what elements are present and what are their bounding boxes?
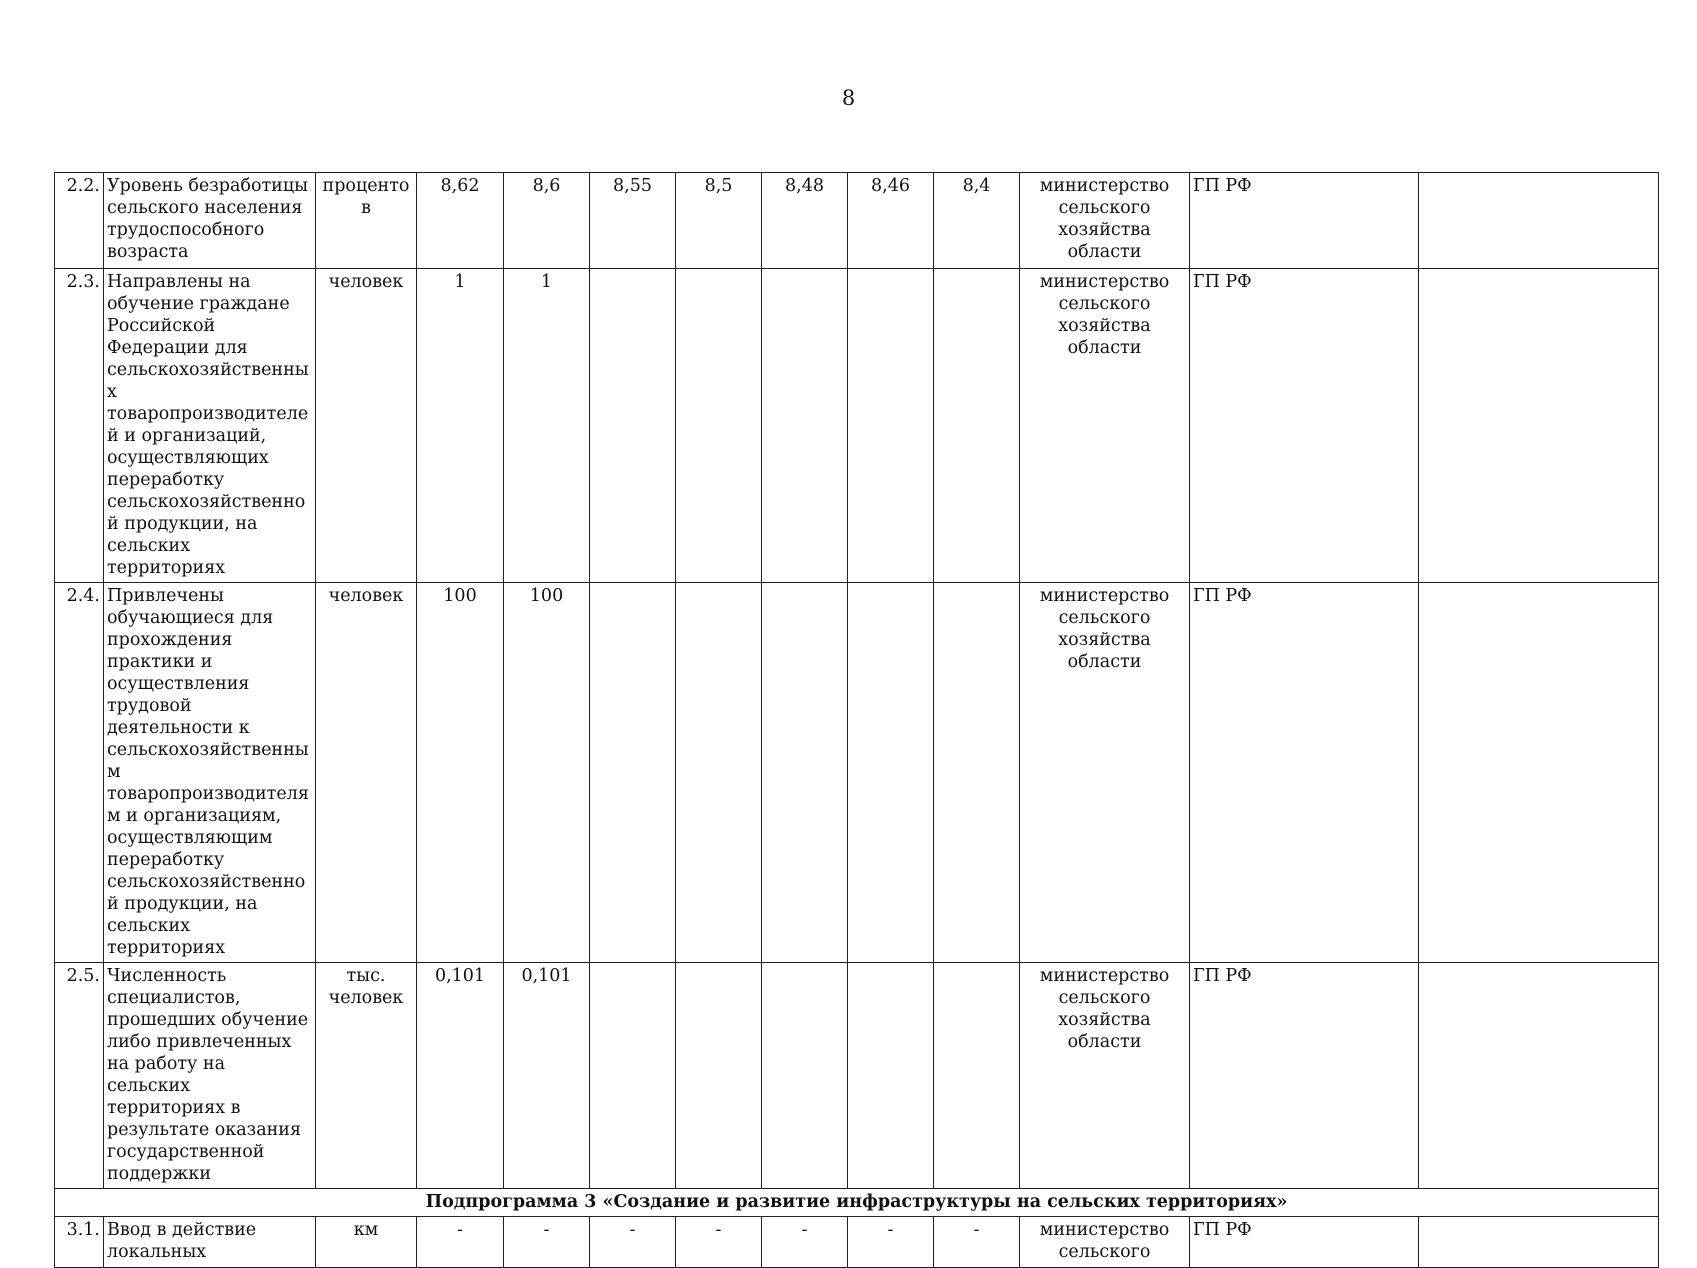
value-cell: 0,101 (504, 963, 590, 1189)
value-cell (762, 269, 848, 583)
value-cell (848, 269, 934, 583)
table-row (55, 963, 1659, 1189)
indicator-name: Направлены на обучение граждане Российской Федерации для сельскохозяйственных товаропроизводителей и организаций, осуществляющих переработку сельскохозяйственной продукции, на сельских территориях (104, 269, 316, 583)
table-row (55, 173, 1659, 269)
responsible-cell: министерство сельского хозяйства области (1020, 173, 1190, 269)
indicator-name: Уровень безработицы сельского населения трудоспособного возраста (104, 173, 316, 269)
row-number: 2.5. (55, 963, 104, 1189)
value-cell: 1 (417, 269, 504, 583)
source-cell: ГП РФ (1190, 583, 1419, 963)
table-row (55, 583, 1659, 963)
value-cell: - (590, 1217, 676, 1268)
value-cell (848, 583, 934, 963)
value-cell (676, 963, 762, 1189)
unit-cell: км (316, 1217, 417, 1268)
responsible-cell: министерство сельского хозяйства области (1020, 269, 1190, 583)
responsible-cell: министерство сельского хозяйства области (1020, 963, 1190, 1189)
source-cell: ГП РФ (1190, 963, 1419, 1189)
responsible-cell: министерство сельского хозяйства области (1020, 583, 1190, 963)
value-cell: - (934, 1217, 1020, 1268)
value-cell: 8,48 (762, 173, 848, 269)
value-cell: 100 (504, 583, 590, 963)
unit-cell: процентов (316, 173, 417, 269)
source-cell: ГП РФ (1190, 269, 1419, 583)
value-cell (934, 963, 1020, 1189)
value-cell: 8,4 (934, 173, 1020, 269)
value-cell: - (762, 1217, 848, 1268)
value-cell: - (504, 1217, 590, 1268)
row-number: 3.1. (55, 1217, 104, 1268)
value-cell: 8,62 (417, 173, 504, 269)
value-cell (762, 583, 848, 963)
indicators-table (54, 172, 1659, 1268)
source-cell: ГП РФ (1190, 173, 1419, 269)
page-number: 8 (841, 86, 856, 110)
unit-cell: человек (316, 583, 417, 963)
value-cell (676, 269, 762, 583)
row-number: 2.4. (55, 583, 104, 963)
row-number: 2.2. (55, 173, 104, 269)
subprogram-title: Подпрограмма 3 «Создание и развитие инфраструктуры на сельских территориях» (55, 1189, 1659, 1217)
value-cell (762, 963, 848, 1189)
value-cell: - (676, 1217, 762, 1268)
indicator-name: Привлечены обучающиеся для прохождения практики и осуществления трудовой деятельности к сельскохозяйственным товаропроизводителям и организациям, осуществляющим переработку сельскохозяйственной продукции, на сельских территориях (104, 583, 316, 963)
indicator-name: Численность специалистов, прошедших обучение либо привлеченных на работу на сельских территориях в результате оказания государственной поддержки (104, 963, 316, 1189)
indicator-name: Ввод в действие локальных (104, 1217, 316, 1268)
value-cell: 100 (417, 583, 504, 963)
table-row (55, 269, 1659, 583)
unit-cell: тыс. человек (316, 963, 417, 1189)
note-cell (1419, 269, 1659, 583)
value-cell: 1 (504, 269, 590, 583)
value-cell (590, 583, 676, 963)
value-cell: 8,6 (504, 173, 590, 269)
note-cell (1419, 1217, 1659, 1268)
source-cell: ГП РФ (1190, 1217, 1419, 1268)
value-cell (590, 269, 676, 583)
value-cell (934, 269, 1020, 583)
value-cell (934, 583, 1020, 963)
row-number: 2.3. (55, 269, 104, 583)
unit-cell: человек (316, 269, 417, 583)
note-cell (1419, 583, 1659, 963)
value-cell (676, 583, 762, 963)
value-cell: 8,55 (590, 173, 676, 269)
value-cell: 8,46 (848, 173, 934, 269)
value-cell: - (417, 1217, 504, 1268)
value-cell: 0,101 (417, 963, 504, 1189)
value-cell: - (848, 1217, 934, 1268)
value-cell (590, 963, 676, 1189)
note-cell (1419, 963, 1659, 1189)
table-row (55, 1217, 1659, 1268)
value-cell: 8,5 (676, 173, 762, 269)
subprogram-header-row (55, 1189, 1659, 1217)
value-cell (848, 963, 934, 1189)
responsible-cell: министерство сельского (1020, 1217, 1190, 1268)
note-cell (1419, 173, 1659, 269)
